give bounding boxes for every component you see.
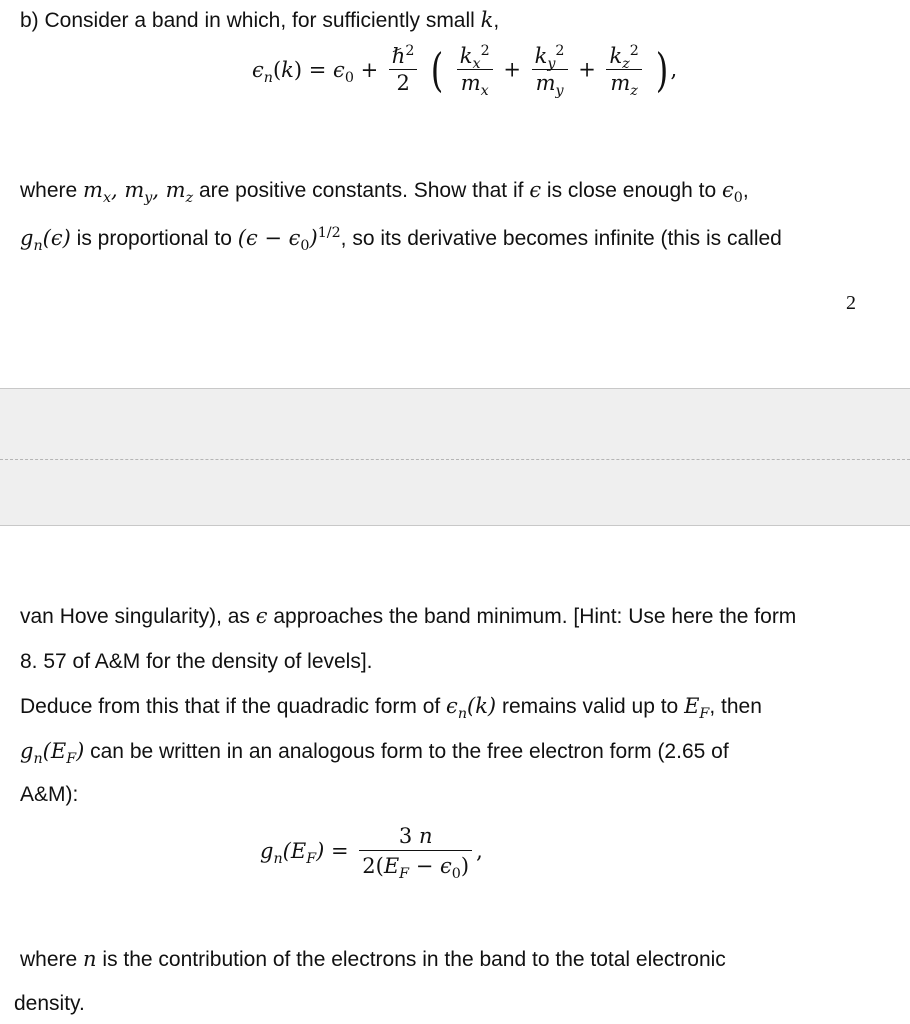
density-word: density. — [14, 992, 85, 1015]
g-EF-symbol: $g_n(E_F)$ — [20, 739, 85, 768]
page-break-gap — [0, 388, 910, 526]
proportionality-sentence: $g_n(\epsilon)$ is proportional to $(\epsilon - \epsilon_0)^{1/2}$, so its derivative becomes infinite (this is called — [20, 225, 782, 255]
intro-text: b) Consider a band in which, for sufficiently small — [20, 9, 481, 32]
band-dispersion-equation: $\epsilon_n(k) = \epsilon_0$ + $\frac{\hbar^2}{2}$ ( $\frac{k_x^2}{m_x}$ + $\frac{k_y^2}{m_y}$ + $\frac{k_z^2}{m_z}$ ) , — [252, 42, 678, 100]
n-variable: n — [83, 947, 97, 971]
epsilon-symbol-2: ϵ — [255, 604, 268, 628]
hint-reference: 8. 57 of A&M for the density of levels]. — [20, 650, 373, 673]
sqrt-proportion-symbol: $(\epsilon - \epsilon_0)^{1/2}$ — [237, 225, 341, 255]
hbar-fraction: $\frac{\hbar^2}{2}$ — [389, 44, 418, 95]
epsilon0-symbol: $\epsilon_0$ — [722, 178, 743, 207]
page-break-dashed-line — [0, 459, 910, 460]
masses-symbols: $m_x$, $m_y$, $m_z$ — [83, 178, 194, 207]
ky-term: $\frac{k_y^2}{m_y}$ — [532, 44, 568, 95]
n-definition-sentence: where n is the contribution of the electrons in the band to the total electronic — [20, 947, 726, 971]
eq2-lhs: $g_n(E_F)$ — [260, 839, 325, 868]
kz-term: $\frac{k_z^2}{m_z}$ — [606, 44, 641, 95]
epsilon-symbol: ϵ — [529, 178, 542, 202]
eq1-lhs: $\epsilon_n(k) = \epsilon_0$ + — [252, 57, 385, 86]
kx-term: $\frac{k_x^2}{m_x}$ — [457, 44, 493, 95]
am-reference: A&M): — [20, 783, 79, 806]
fermi-energy-symbol: $E_F$ — [684, 694, 710, 723]
g-epsilon-symbol: $g_n(\epsilon)$ — [20, 226, 71, 255]
k-variable: k — [480, 8, 494, 32]
question-intro: b) Consider a band in which, for sufficiently small k, — [20, 8, 500, 32]
eq2-fraction: $\frac{3 n}{2(E_F - \epsilon_0)}$ — [359, 824, 472, 878]
page-number: 2 — [846, 292, 856, 314]
deduce-sentence: Deduce from this that if the quadradic form of $\epsilon_n(k)$ remains valid up to $E_F$, then — [20, 694, 762, 723]
masses-sentence: where $m_x$, $m_y$, $m_z$ are positive constants. Show that if ϵ is close enough to $\epsilon_0$, — [20, 178, 749, 207]
eps-n-k-symbol: $\epsilon_n(k)$ — [446, 694, 497, 723]
density-of-levels-equation: $g_n(E_F)$ = $\frac{3 n}{2(E_F - \epsilon_0)}$ , — [260, 824, 483, 883]
analogous-form-sentence: $g_n(E_F)$ can be written in an analogous form to the free electron form (2.65 of — [20, 739, 729, 768]
van-hove-sentence: van Hove singularity), as ϵ approaches the band minimum. [Hint: Use here the form — [20, 604, 797, 628]
